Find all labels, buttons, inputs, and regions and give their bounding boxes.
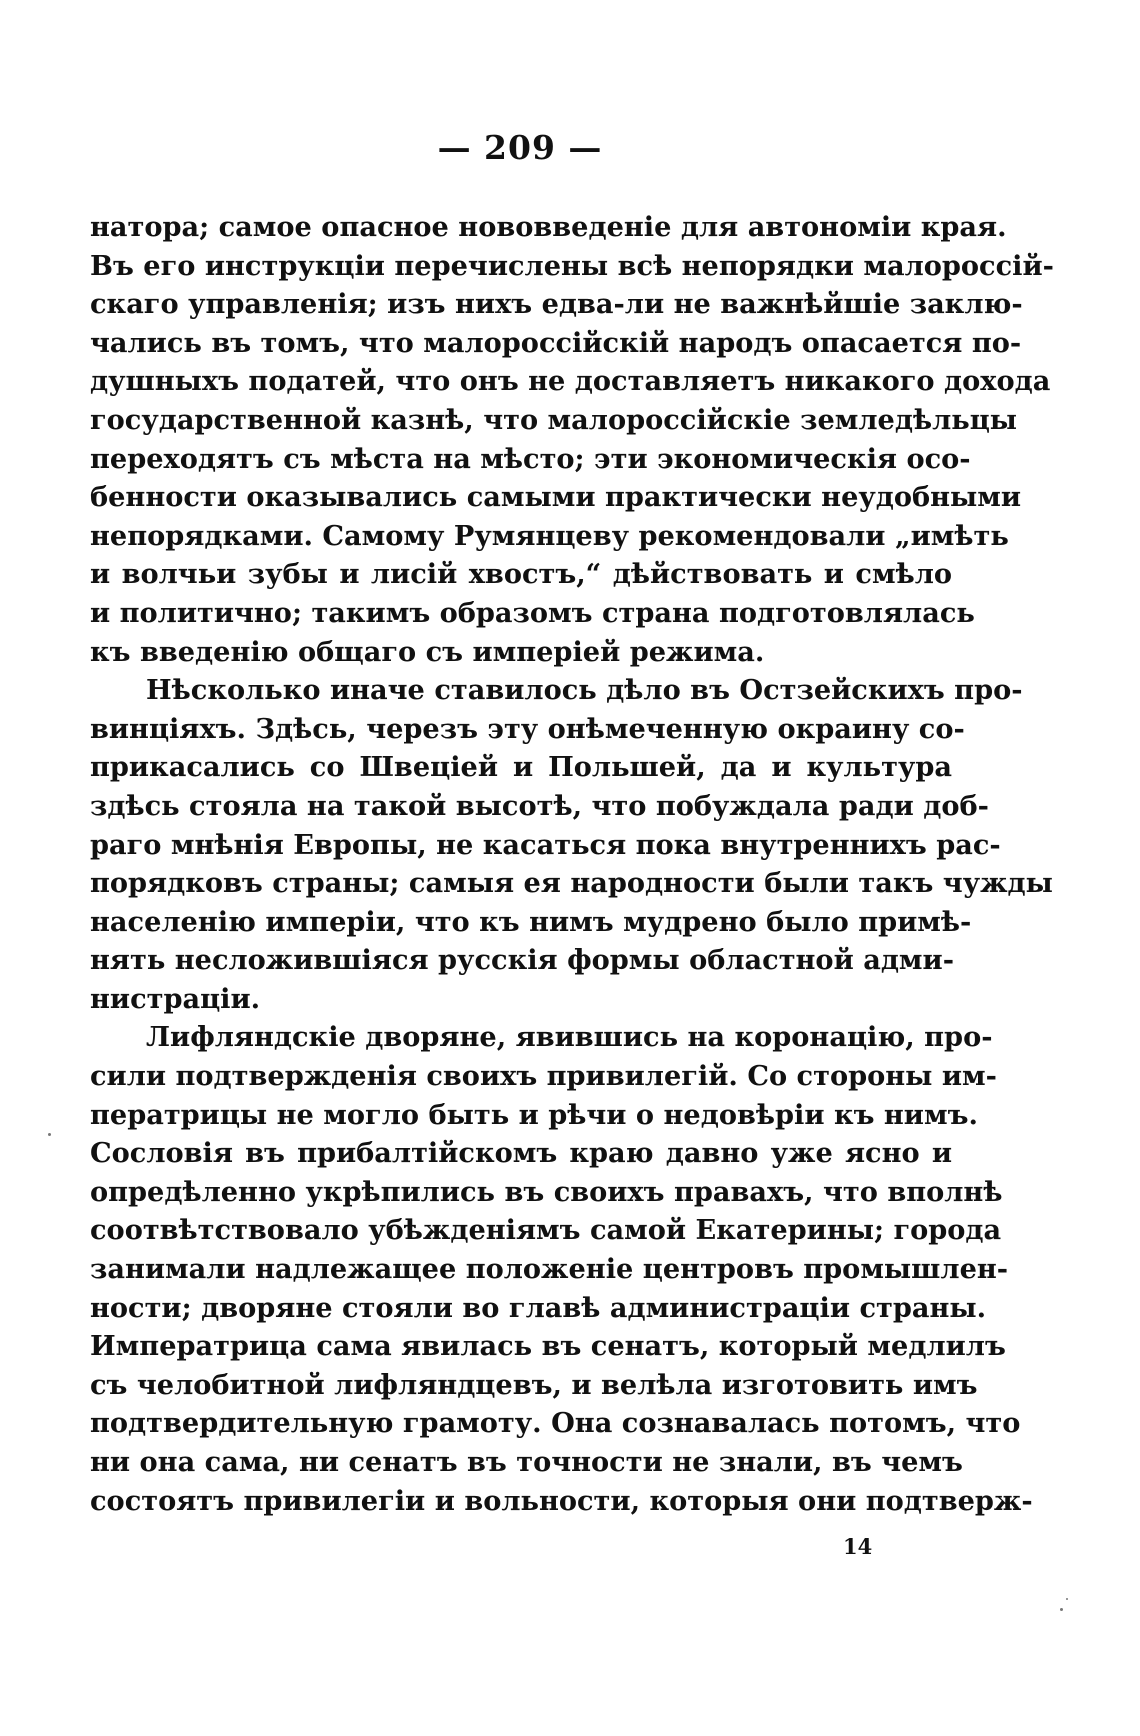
text-line: съ челобитной лифляндцевъ, и велѣла изготовить имъ <box>90 1368 978 1401</box>
text-line: занимали надлежащее положеніе центровъ промышлен- <box>90 1253 1009 1286</box>
text-line: непорядками. Самому Румянцеву рекомендовали „имѣть <box>90 519 1009 552</box>
text-line: состоятъ привилегіи и вольности, которыя они подтверж- <box>90 1484 1033 1517</box>
scan-speck <box>1066 1598 1068 1600</box>
text-line: населенію имперіи, что къ нимъ мудрено было примѣ- <box>90 905 972 938</box>
text-line: къ введенію общаго съ имперіей режима. <box>90 635 765 668</box>
scan-speck <box>48 1133 51 1136</box>
text-line: чались въ томъ, что малороссійскій народъ опасается по- <box>90 326 1022 359</box>
body-text <box>90 208 1054 1520</box>
text-line: сили подтвержденія своихъ привилегій. Со стороны им- <box>90 1060 997 1093</box>
text-line: Въ его инструкціи перечислены всѣ непорядки малороссій- <box>90 249 1054 282</box>
text-line: раго мнѣнія Европы, не касаться пока внутреннихъ рас- <box>90 828 1001 861</box>
text-line: порядковъ страны; самыя ея народности были такъ чужды <box>90 867 1053 900</box>
text-line: ни она сама, ни сенатъ въ точности не знали, въ чемъ <box>90 1446 963 1478</box>
text-line: Императрица сама явилась въ сенатъ, который медлилъ <box>90 1330 1006 1363</box>
paragraph-2 <box>90 671 1053 1018</box>
text-line: прикасались со Швеціей и Польшей, да и культура <box>90 751 952 784</box>
text-line: государственной казнѣ, что малороссійскіе земледѣльцы <box>90 403 1018 436</box>
text-line: ности; дворяне стояли во главѣ администраціи страны. <box>90 1291 987 1324</box>
page-number: — 209 — <box>437 128 603 167</box>
text-line: Нѣсколько иначе ставилось дѣло въ Остзейскихъ про- <box>146 674 1023 707</box>
text-line: и волчьи зубы и лисій хвостъ,“ дѣйствовать и смѣло <box>90 558 952 591</box>
text-line: нистраціи. <box>90 982 261 1015</box>
text-line: здѣсь стояла на такой высотѣ, что побуждала ради доб- <box>90 789 989 822</box>
paragraph-3 <box>90 1018 1033 1520</box>
text-line: ператрицы не могло быть и рѣчи о недовѣріи къ нимъ. <box>90 1098 978 1131</box>
paragraph-1 <box>90 208 1054 671</box>
text-line: подтвердительную грамоту. Она сознавалась потомъ, что <box>90 1407 1021 1440</box>
text-line: натора; самое опасное нововведеніе для автономіи края. <box>90 211 1007 243</box>
scan-speck <box>1060 1608 1063 1611</box>
printer-signature-mark: 14 <box>843 1534 873 1559</box>
text-line: опредѣленно укрѣпились въ своихъ правахъ, что вполнѣ <box>90 1175 1003 1208</box>
text-line: Лифляндскіе дворяне, явившись на коронацію, про- <box>146 1021 993 1054</box>
text-line: скаго управленія; изъ нихъ едва-ли не важнѣйшіе заклю- <box>90 288 1023 321</box>
text-line: бенности оказывались самыми практически неудобными <box>90 481 1022 514</box>
text-line: соотвѣтствовало убѣжденіямъ самой Екатерины; города <box>90 1214 1002 1247</box>
text-line: и политично; такимъ образомъ страна подготовлялась <box>90 596 975 629</box>
text-line: винціяхъ. Здѣсь, черезъ эту онѣмеченную окраину со- <box>90 712 965 745</box>
text-line: переходятъ съ мѣста на мѣсто; эти экономическія осо- <box>90 442 971 475</box>
text-line: нять несложившіяся русскія формы областной адми- <box>90 944 954 977</box>
text-line: душныхъ податей, что онъ не доставляетъ никакого дохода <box>90 365 1051 398</box>
text-line: Сословія въ прибалтійскомъ краю давно уже ясно и <box>90 1137 952 1170</box>
